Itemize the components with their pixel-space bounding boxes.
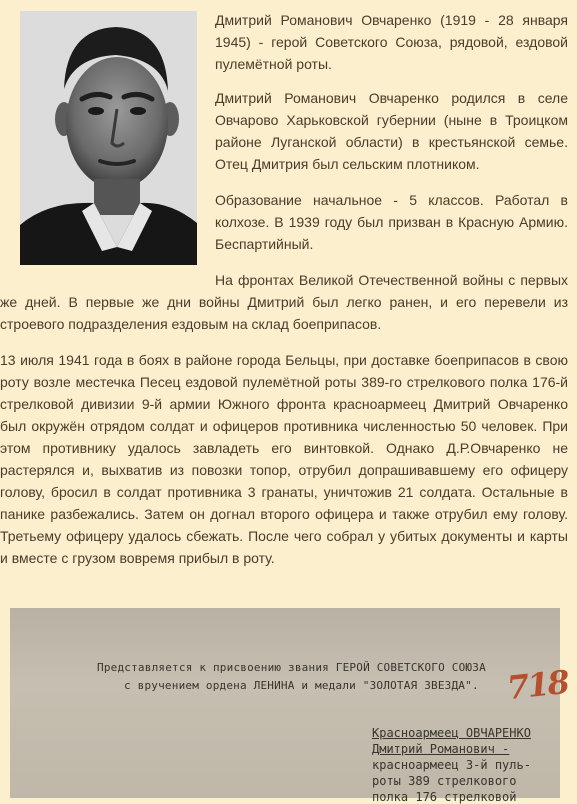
article-paragraph-feat: 13 июля 1941 года в боях в районе города Бельцы, при доставке боеприпасов в свою роту возле местечка Песец ездовой пулемётной роты 389-го стрелкового полка 176-й стрелковой дивизии 9-й армии Южного фронта красноармеец Дмитрий Овчаренко был окружён отрядом солдат и офицеров противника численностью 50 человек. При этом противнику удалось завладеть его винтовкой. Однако Д.Р.Овчаренко не растерялся и, выхватив из повозки топор, отрубил допрашивавшему его офицеру голову, бросил в солдат противника 3 гранаты, уничтожив 21 солдата. Остальные в панике разбежались. Затем он догнал второго офицера и также отрубил ему голову. Третьему офицеру удалось сбежать. После чего собрал у убитых документы и карты и вместе с грузом вовремя прибыл в роту. xyxy=(0,352,568,566)
portrait-photo xyxy=(20,11,197,265)
document-nominee-line: роты 389 стрелкового xyxy=(372,774,517,788)
document-heading-line: с вручением ордена ЛЕНИНА и медали "ЗОЛОТАЯ ЗВЕЗДА". xyxy=(124,679,479,692)
article-paragraph-education: Образование начальное - 5 классов. Работал в колхозе. В 1939 году был призван в Красную Армию. Беспартийный. xyxy=(215,192,568,252)
document-nominee-line: Красноармеец ОВЧАРЕНКО xyxy=(372,726,531,740)
article-paragraph-birth: Дмитрий Романович Овчаренко родился в селе Овчарово Харьковской губернии (ныне в Троицком районе Луганской области) в крестьянской семье. Отец Дмитрия был сельским плотником. xyxy=(215,90,568,172)
handwritten-number: 718 xyxy=(505,662,570,708)
article-paragraph-front: На фронтах Великой Отечественной войны с первых же дней. В первые же дни войны Дмитрий был легко ранен, и его перевели из строевого подразделения ездовым на склад боеприпасов. xyxy=(0,272,568,332)
award-document-scan xyxy=(10,608,570,804)
portrait-image xyxy=(20,11,197,265)
document-nominee-line: красноармеец 3-й пуль- xyxy=(372,758,531,772)
document-heading-line: Представляется к присвоению звания ГЕРОЙ СОВЕТСКОГО СОЮЗА xyxy=(97,661,486,674)
article-paragraph-intro: Дмитрий Романович Овчаренко (1919 - 28 января 1945) - герой Советского Союза, рядовой, ездовой пулемётной роты. xyxy=(215,12,568,72)
document-nominee-line: Дмитрий Романович - xyxy=(372,742,510,756)
document-nominee-line: полка 176 стрелковой xyxy=(372,790,517,804)
